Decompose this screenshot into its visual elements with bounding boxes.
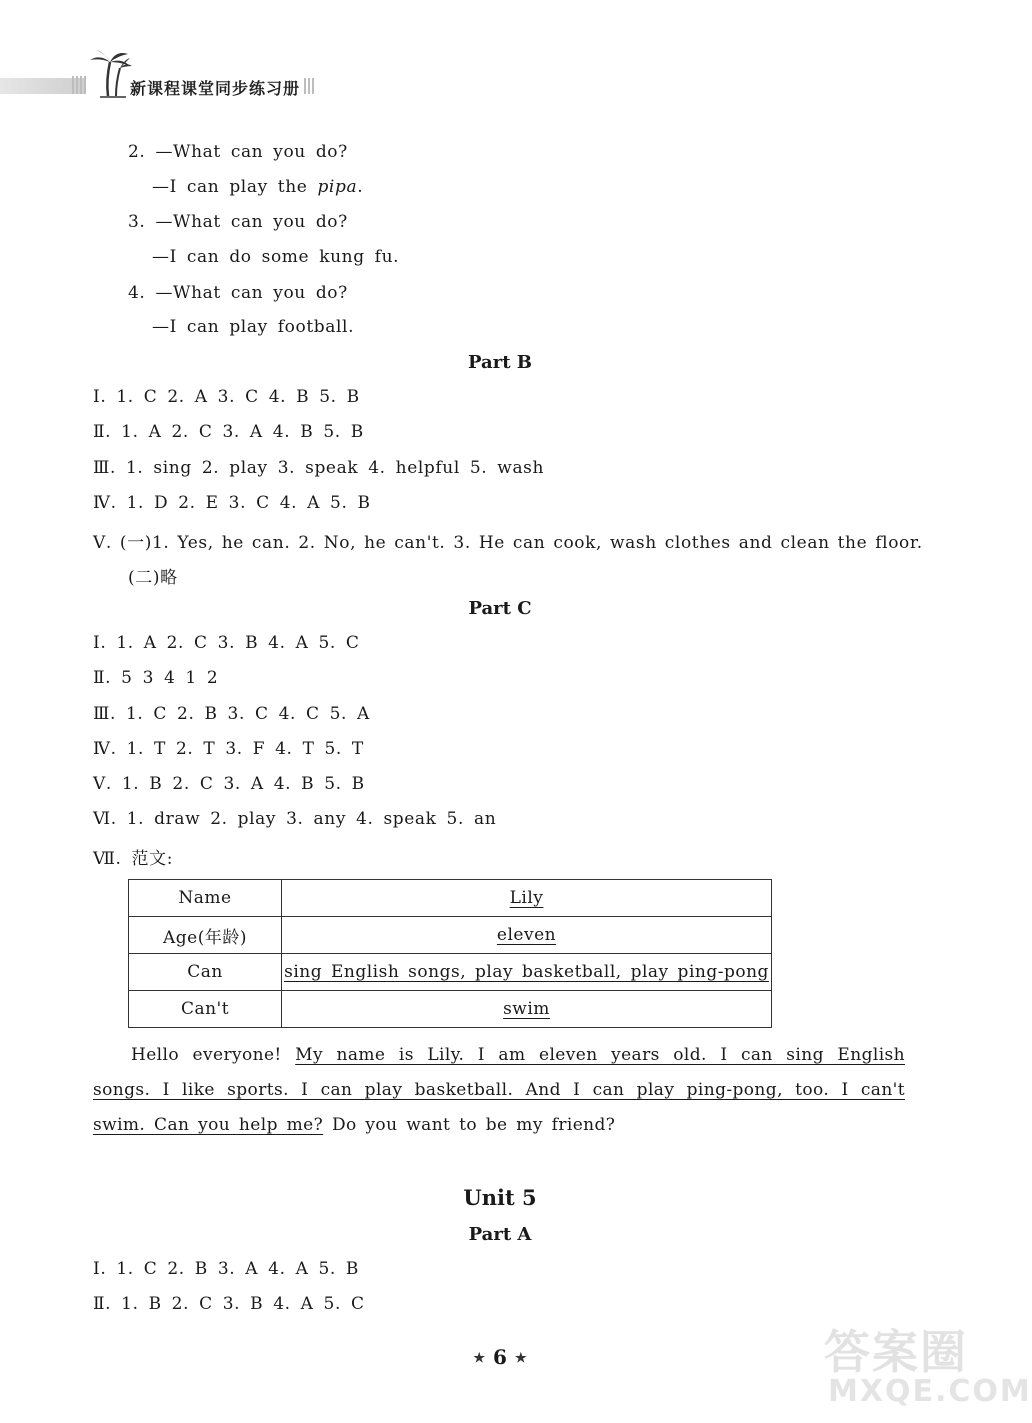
answer-line: 2. —What can you do? <box>128 142 348 162</box>
header-end-stripes <box>304 78 314 94</box>
table-value-cell: swim <box>282 991 772 1028</box>
table-label-cell: Can't <box>129 991 282 1028</box>
table-value-cell: eleven <box>282 917 772 954</box>
table-row <box>129 917 772 954</box>
sample-essay: Hello everyone! My name is Lily. I am eleven years old. I can sing English songs. I like sports. I can play basketball. And I can play ping-pong, too. I can't swim. Can you help me? Do you want to be my friend? <box>93 1045 906 1135</box>
answer-line: Ⅰ. 1. C 2. A 3. C 4. B 5. B <box>93 387 360 407</box>
star-icon: ★ <box>473 1351 486 1366</box>
answer-line: —I can play the pipa. <box>152 177 364 197</box>
profile-table <box>128 879 772 1028</box>
answer-line: —I can do some kung fu. <box>152 247 400 267</box>
answer-line: Ⅳ. 1. D 2. E 3. C 4. A 5. B <box>93 493 371 513</box>
answer-line: Ⅲ. 1. sing 2. play 3. speak 4. helpful 5. wash <box>93 458 545 478</box>
answer-line: 4. —What can you do? <box>128 283 348 303</box>
watermark <box>820 1316 1032 1416</box>
section-heading-part-c: Part C <box>468 598 532 619</box>
table-row <box>129 880 772 917</box>
answer-line: Ⅱ. 1. B 2. C 3. B 4. A 5. C <box>93 1294 365 1314</box>
page-number: ★ 6 ★ <box>473 1345 527 1369</box>
header-title: 新课程课堂同步练习册 <box>130 79 301 98</box>
watermark-bottom-text: MXQE.COM <box>828 1374 1032 1409</box>
table-label-cell: Can <box>129 954 282 991</box>
answer-line: Ⅴ. 1. B 2. C 3. A 4. B 5. B <box>93 774 365 794</box>
watermark-top-text: 答案圈 <box>824 1325 968 1379</box>
answer-line: 3. —What can you do? <box>128 212 348 232</box>
table-value-cell: Lily <box>282 880 772 917</box>
answer-line: (二)略 <box>128 568 178 588</box>
header-stripes <box>72 76 86 94</box>
answer-line: Ⅱ. 1. A 2. C 3. A 4. B 5. B <box>93 422 364 442</box>
unit-heading: Unit 5 <box>463 1185 537 1210</box>
answer-line: —I can play football. <box>152 317 355 337</box>
answer-line: Ⅵ. 1. draw 2. play 3. any 4. speak 5. an <box>93 809 497 829</box>
answer-line: Ⅰ. 1. C 2. B 3. A 4. A 5. B <box>93 1259 360 1279</box>
section-heading-part-a: Part A <box>468 1224 532 1245</box>
answer-line: Ⅱ. 5 3 4 1 2 <box>93 668 219 688</box>
table-label-cell: Age(年龄) <box>129 917 282 954</box>
table-label-cell: Name <box>129 880 282 917</box>
palm-tree-icon <box>86 50 132 98</box>
answer-line: Ⅴ. (一)1. Yes, he can. 2. No, he can't. 3. He can cook, wash clothes and clean the floor. <box>93 533 923 553</box>
table-value-cell: sing English songs, play basketball, play ping-pong <box>282 954 772 991</box>
answer-line: Ⅲ. 1. C 2. B 3. C 4. C 5. A <box>93 704 370 724</box>
answer-line: Ⅰ. 1. A 2. C 3. B 4. A 5. C <box>93 633 360 653</box>
table-row <box>129 954 772 991</box>
section-heading-part-b: Part B <box>468 352 532 373</box>
answer-line: Ⅳ. 1. T 2. T 3. F 4. T 5. T <box>93 739 364 759</box>
table-row <box>129 991 772 1028</box>
answer-line: Ⅶ. 范文: <box>93 849 174 869</box>
star-icon: ★ <box>514 1351 527 1366</box>
